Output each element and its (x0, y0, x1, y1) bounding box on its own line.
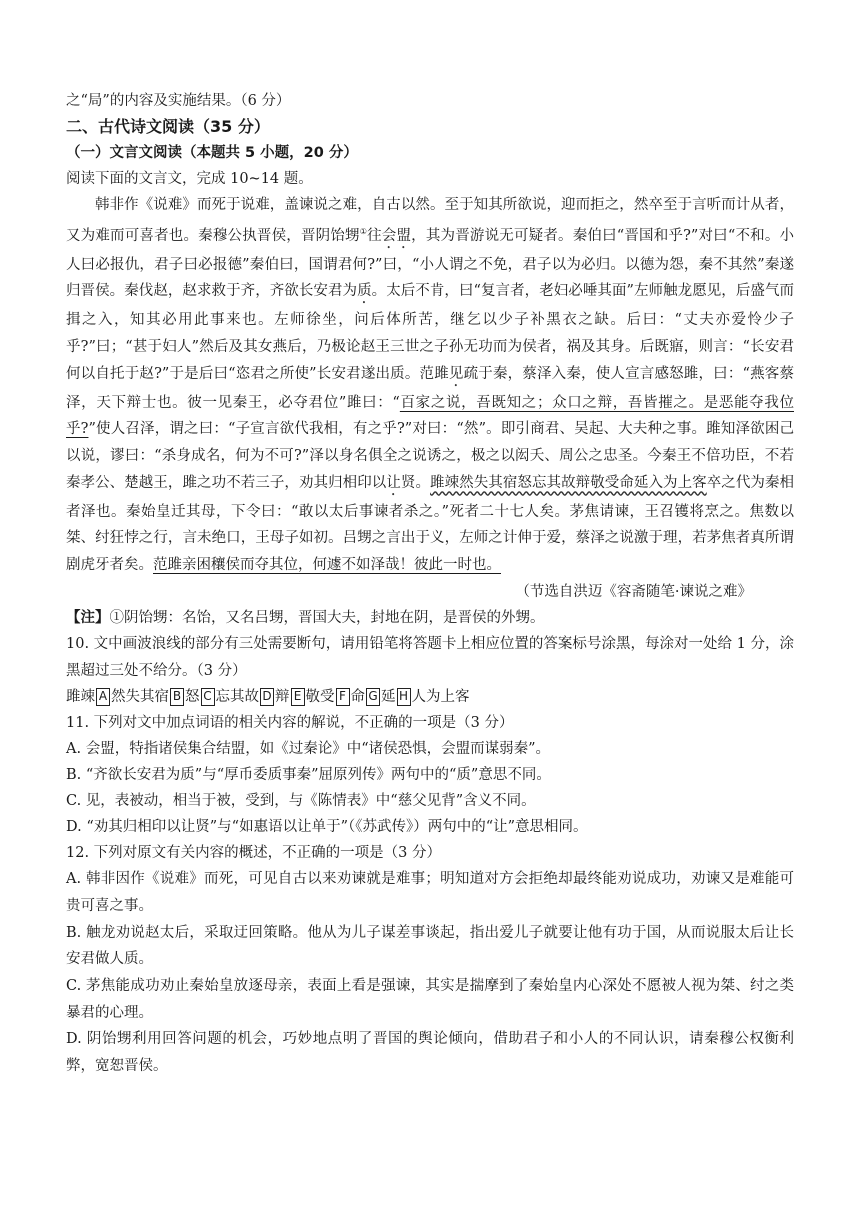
answer-box-f[interactable]: F (336, 688, 350, 706)
question-12-option-b: B. 触龙劝说赵太后，采取迂回策略。他从为儿子谋差事谈起，指出爱儿子就要让他有功于国，从而说服太后让长安君做人质。 (66, 924, 794, 968)
passage-text: ，其为晋游说无可疑者。秦伯曰“晋国和乎?”对曰“不和。小人曰必报仇，君子曰必报德”秦伯曰，国谓君何?”曰，“小人谓之不免，君子以为必归。以德为怨，秦不其然”秦遂归晋侯。秦伐赵，赵求救于齐，齐欲长安君为 (66, 227, 795, 300)
passage-source: （节选自洪迈《容斋随笔·谏说之难》 (515, 583, 752, 600)
question-12-stem: 12. 下列对原文有关内容的概述，不正确的一项是（3 分） (66, 845, 442, 862)
classical-passage (66, 192, 794, 579)
passage-text: 卒之代为秦相者泽也。秦始皇迁其母，下令曰：“敢以太后事谏者杀之。”死者二十七人矣。茅焦请谏，王召镬将烹之。焦数以桀、纣狂悖之行，言未绝口，王母子如初。吕甥之言出于义，左师之计伸于爱，蔡泽之说激于理，若茅焦者真所谓剧虎牙者矣。 (66, 474, 795, 574)
question-11-option-c: C. 见，表被动，相当于被，受到，与《陈情表》中“慈父见背”含义不同。 (66, 793, 536, 810)
dotted-word-zhi: 质 (357, 283, 372, 300)
answer-box-g[interactable]: G (366, 688, 380, 706)
dotted-word-huimeng: 会盟 (381, 227, 412, 244)
answer-box-c[interactable]: C (201, 688, 215, 706)
answer-box-b[interactable]: B (170, 688, 184, 706)
question-11-option-d: D. “劝其归相印以让贤”与“如惠语以让单于”（《苏武传》）两句中的“让”意思相同。 (66, 819, 588, 836)
footnote (66, 605, 794, 631)
passage-text: 疏于秦，蔡泽入秦，使人宣言感怒雎，曰：“燕客蔡泽，天下辩士也。彼一见秦王，必夺君位”雎曰：“ (66, 365, 794, 411)
segment-text: 怒 (185, 689, 200, 706)
segment-text: 延 (381, 689, 396, 706)
dotted-word-rang: 让 (386, 474, 401, 491)
subsection-title: （一）文言文阅读（本题共 5 小题，20 分） (66, 145, 358, 161)
passage-text: ”使人召泽，谓之曰：“子宣言欲代我相，有之乎?”对曰：“然”。即引商君、吴起、大夫种之事。雎知泽欲困己以说，谬曰：“杀身成名，何为不可?”泽以身名俱全之说诱之，极之以闳夭、周公之忠圣。今秦王不倍功臣，不若秦孝公、楚越王，雎之功不若三子，劝其归相印以 (66, 421, 794, 491)
answer-box-a[interactable]: A (96, 688, 110, 706)
reading-instruction: 阅读下面的文言文，完成 10~14 题。 (66, 171, 313, 187)
answer-box-e[interactable]: E (291, 688, 305, 706)
footnote-text: ①阴饴甥：名饴，又名吕甥，晋国大夫，封地在阴，是晋侯的外甥。 (109, 609, 545, 626)
segment-text: 命 (350, 689, 365, 706)
answer-box-h[interactable]: H (397, 688, 411, 706)
segment-text: 辩 (275, 689, 290, 706)
question-10-segment-line (66, 684, 794, 710)
question-12-option-c: C. 茅焦能成功劝止秦始皇放逐母亲，表面上看是强谏，其实是揣摩到了秦始皇内心深处不愿被人视为桀、纣之类暴君的心理。 (66, 978, 794, 1021)
answer-box-d[interactable]: D (260, 688, 274, 706)
passage-text: 贤。 (400, 474, 431, 491)
segment-text: 忘其故 (215, 689, 259, 706)
segment-text: 人为上客 (411, 689, 470, 706)
question-12-option-d: D. 阴饴甥利用回答问题的机会，巧妙地点明了晋国的舆论倾向，借助君子和小人的不同认识，请秦穆公权衡利弊，宽恕晋侯。 (66, 1031, 794, 1075)
question-10-stem: 10. 文中画波浪线的部分有三处需要断句，请用铅笔将答题卡上相应位置的答案标号涂黑，每涂对一处给 1 分，涂黑超过三处不给分。（3 分） (66, 635, 794, 679)
passage-text: 往 (367, 227, 382, 244)
segment-text: 雎竦 (66, 689, 95, 706)
dotted-word-jian: 见 (448, 365, 464, 382)
section-title: 二、古代诗文阅读（35 分） (66, 117, 270, 136)
question-11-option-b: B. “齐欲长安君为质”与“厚币委质事秦”屈原列传》两句中的“质”意思不同。 (66, 767, 551, 784)
footnote-marker: ① (359, 226, 368, 236)
question-11-stem: 11. 下列对文中加点词语的相关内容的解说，不正确的一项是（3 分） (66, 715, 514, 732)
passage-text: 。太后不肯，曰“复言者，老妇必唾其面”左师触龙愿见，后盛气而揖之入，知其必用此事来也。左师徐坐，问后体所苦，继乞以少子补黑衣之缺。后曰：“丈夫亦爱怜少子乎?”曰；“甚于妇人”然后及其女燕后，乃极论赵王三世之子孙无功而为侯者，祸及其身。后既寤，则言：“长安君何以自托于赵?”于是后曰“恣君之所使”长安君遂出质。范雎 (66, 283, 795, 382)
footnote-label: 【注】 (66, 609, 110, 626)
previous-question-tail: 之“局”的内容及实施结果。（6 分） (66, 93, 291, 109)
wavy-underlined-sentence: 雎竦然失其宿怒忘其故辩敬受命延入为上客 (430, 474, 707, 491)
underlined-sentence-1: 百家之说，吾既知之；众口之辩，吾皆摧之。是恶能夺我位乎? (66, 394, 794, 438)
underlined-sentence-2: 范雎亲困穰侯而夺其位，何遽不如泽哉！彼此一时也。 (153, 557, 501, 574)
segment-text: 敬受 (305, 689, 335, 706)
exam-page (66, 88, 794, 1080)
question-12-option-a: A. 韩非因作《说难》而死，可见自古以来劝谏就是难事；明知道对方会拒绝却最终能劝说成功，劝谏又是难能可贵可喜之事。 (66, 871, 794, 914)
segment-text: 然失其宿 (111, 689, 169, 706)
passage-text: 韩非作《说难》而死于说难，盖谏说之难，自古以然。至于知其所欲说，迎而拒之，然卒至于言听而计从者，又为难而可喜者也。秦穆公执晋侯，晋阴饴甥 (66, 197, 794, 244)
question-11-option-a: A. 会盟，特指诸侯集合结盟，如《过秦论》中“诸侯恐惧，会盟而谋弱秦”。 (66, 741, 551, 758)
